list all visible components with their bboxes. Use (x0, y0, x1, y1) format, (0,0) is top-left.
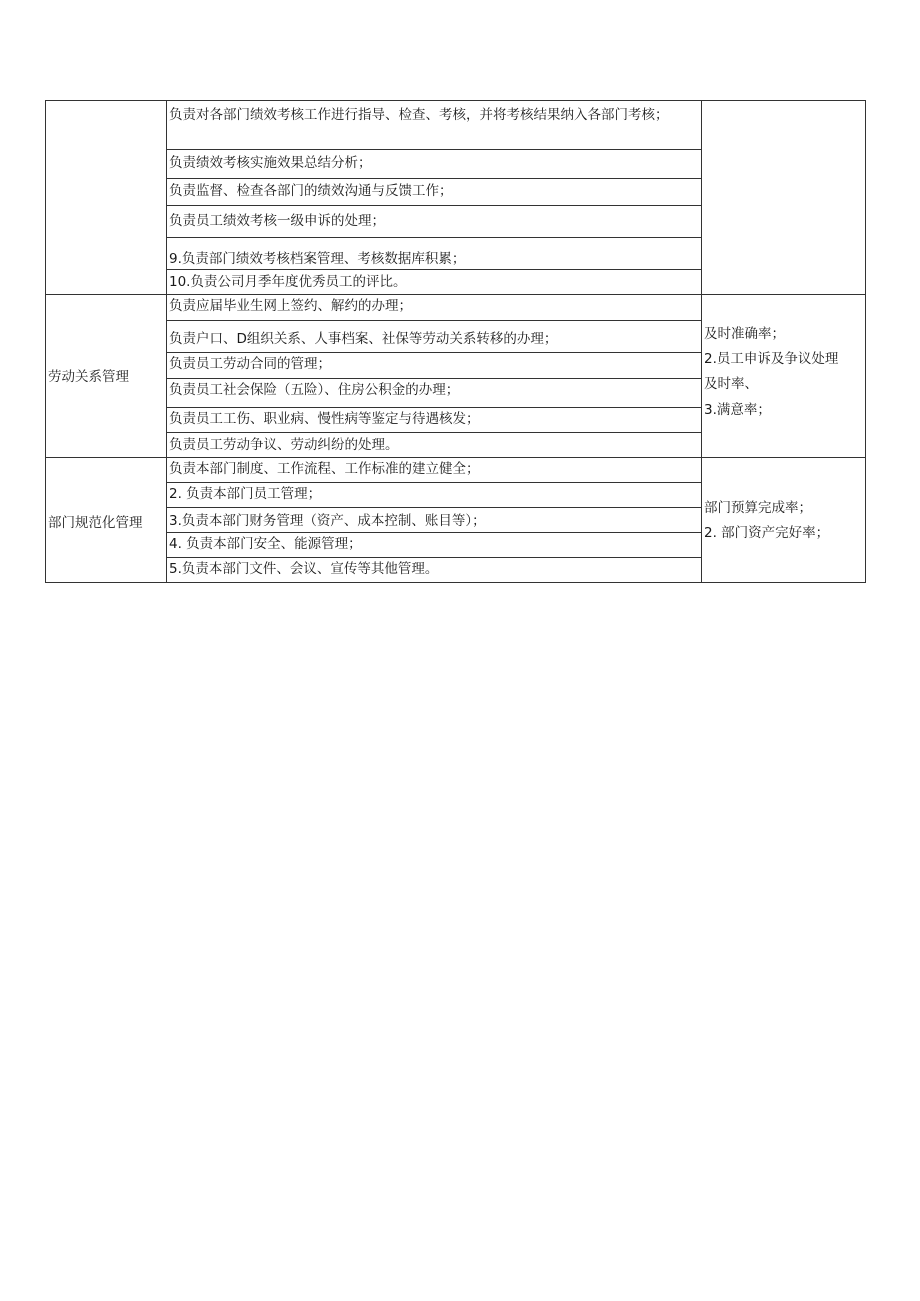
row-divider (166, 237, 701, 238)
kpi-item: 部门预算完成率； (704, 500, 812, 516)
duty-item: 负责员工劳动争议、劳动纠纷的处理。 (169, 437, 399, 453)
kpi-item: 3.满意率； (704, 402, 771, 418)
kpi-item: 及时率、 (704, 376, 758, 392)
row-divider (166, 149, 701, 150)
duty-item: 负责应届毕业生网上签约、解约的办理； (169, 298, 412, 314)
duty-item: 4. 负责本部门安全、能源管理； (169, 536, 362, 552)
duty-item: 负责员工绩效考核一级申诉的处理； (169, 213, 385, 229)
column-divider (166, 101, 167, 582)
duty-item: 负责户口、D组织关系、人事档案、社保等劳动关系转移的办理； (169, 331, 558, 347)
column-divider (701, 101, 702, 582)
kpi-item: 2.员工申诉及争议处理 (704, 351, 839, 367)
row-divider (166, 205, 701, 206)
duty-item: 10.负责公司月季年度优秀员工的评比。 (169, 274, 407, 290)
row-divider (166, 507, 701, 508)
category-label: 劳动关系管理 (48, 369, 129, 385)
row-divider (166, 178, 701, 179)
row-divider (166, 407, 701, 408)
duty-item: 9.负责部门绩效考核档案管理、考核数据库积累； (169, 251, 466, 267)
kpi-item: 2. 部门资产完好率； (704, 525, 830, 541)
duty-item: 负责对各部门绩效考核工作进行指导、检查、考核，并将考核结果纳入各部门考核； (169, 107, 669, 123)
duty-item: 2. 负责本部门员工管理； (169, 486, 322, 502)
duty-item: 负责绩效考核实施效果总结分析； (169, 155, 372, 171)
row-divider (166, 482, 701, 483)
duty-item: 负责员工社会保险（五险）、住房公积金的办理； (169, 382, 460, 398)
section-divider (46, 294, 865, 295)
row-divider (166, 320, 701, 321)
duty-item: 负责员工工伤、职业病、慢性病等鉴定与待遇核发； (169, 411, 480, 427)
row-divider (166, 432, 701, 433)
duty-item: 负责监督、检查各部门的绩效沟通与反馈工作； (169, 183, 453, 199)
responsibility-table (45, 100, 866, 583)
duty-item: 负责本部门制度、工作流程、工作标准的建立健全； (169, 461, 480, 477)
duty-item: 3.负责本部门财务管理（资产、成本控制、账目等）； (169, 513, 486, 529)
kpi-item: 及时准确率； (704, 326, 785, 342)
category-label: 部门规范化管理 (48, 515, 143, 531)
row-divider (166, 532, 701, 533)
duty-item: 负责员工劳动合同的管理； (169, 356, 331, 372)
row-divider (166, 378, 701, 379)
duty-item: 5.负责本部门文件、会议、宣传等其他管理。 (169, 561, 439, 577)
row-divider (166, 352, 701, 353)
section-divider (46, 457, 865, 458)
row-divider (166, 557, 701, 558)
